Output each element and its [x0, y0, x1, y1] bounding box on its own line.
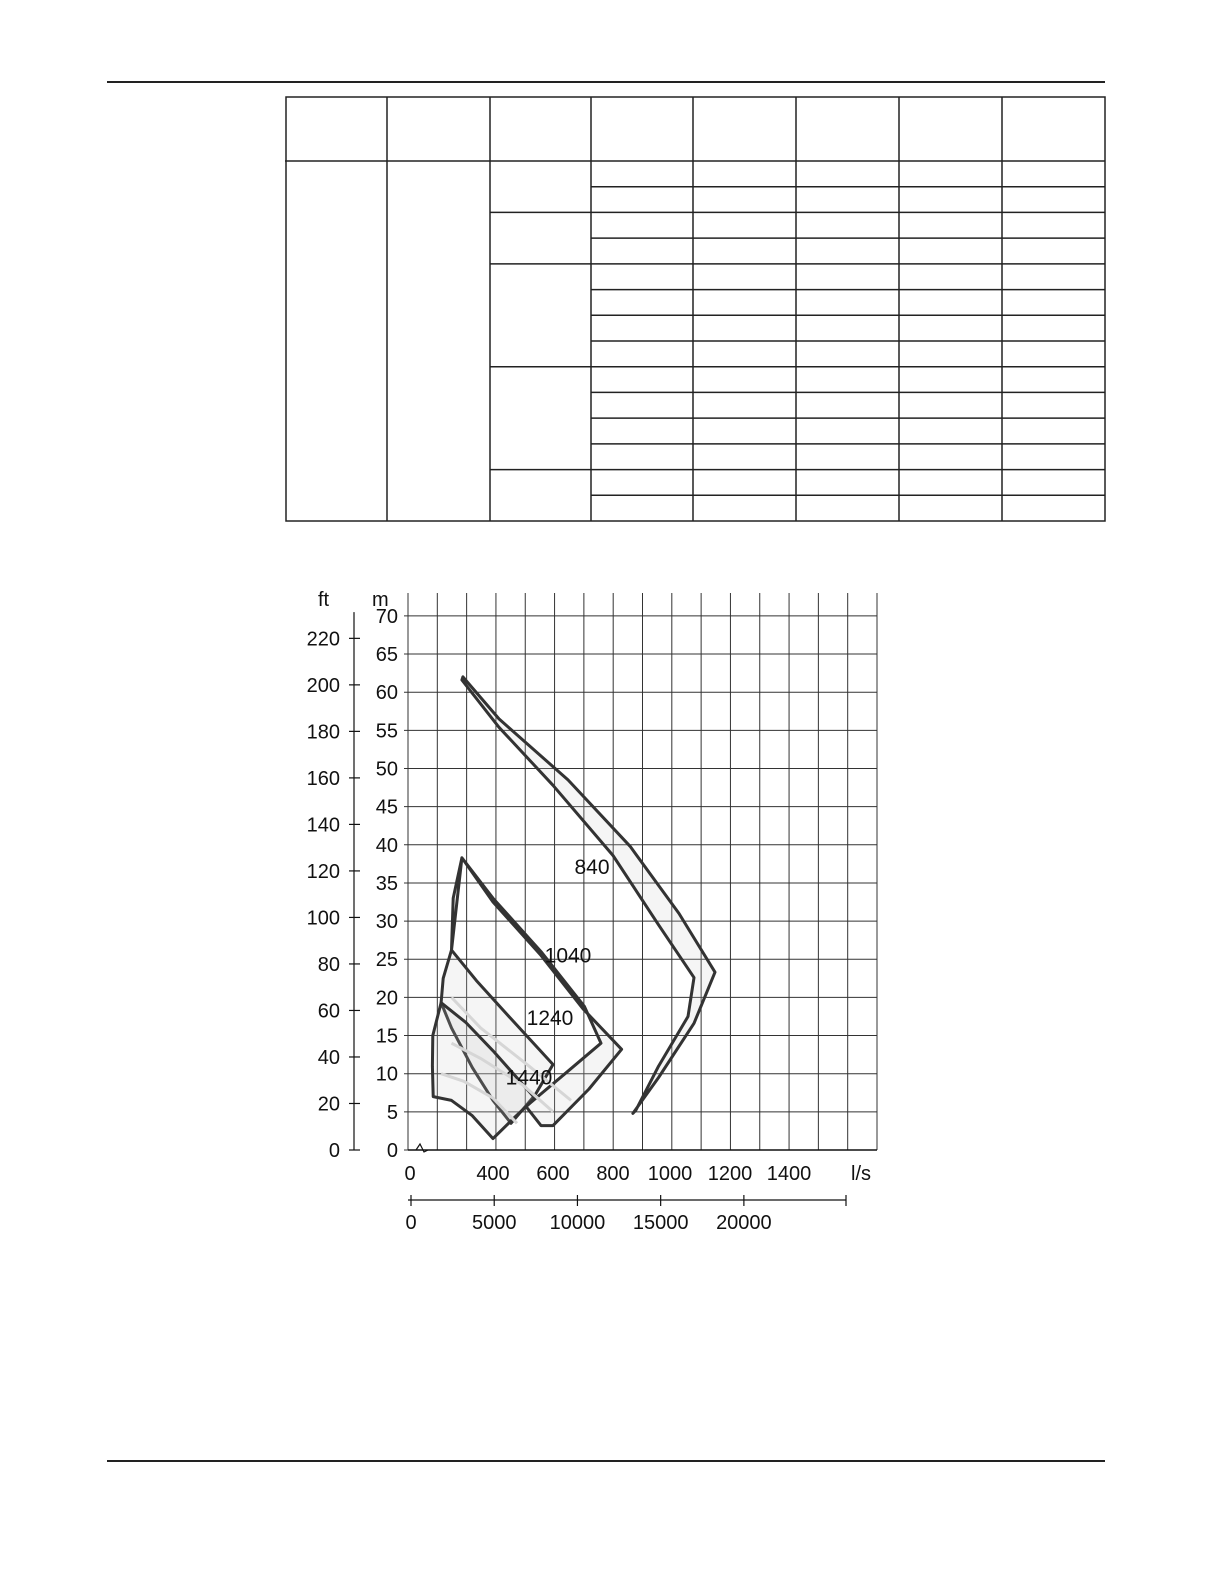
ft-tick-label: 140	[306, 814, 340, 837]
x2-tick-label: 20000	[716, 1212, 772, 1234]
y-tick-label-m: 5	[386, 1101, 398, 1124]
ft-tick-label: 160	[306, 767, 340, 790]
ft-tick-label: 80	[317, 953, 340, 976]
x-tick-label: 400	[476, 1163, 510, 1185]
ft-tick-label: 0	[328, 1140, 340, 1162]
x2-tick-label: 15000	[632, 1212, 689, 1234]
y-tick-label-m: 70	[375, 605, 398, 628]
ft-tick-label: 180	[306, 721, 340, 744]
x2-tick-label: 0	[405, 1212, 417, 1234]
y-tick-label-m: 50	[375, 758, 398, 781]
series-label-1040: 1040	[544, 944, 592, 968]
performance-chart	[280, 580, 890, 1240]
y-tick-label-m: 15	[375, 1025, 398, 1048]
spec-table	[285, 96, 1106, 522]
footer-rule	[107, 1460, 1105, 1462]
x2-tick-label: 10000	[549, 1212, 606, 1234]
header-rule	[107, 81, 1105, 83]
ft-tick-label: 200	[306, 674, 340, 697]
axis-break-mark	[416, 1144, 428, 1152]
x2-tick-label: 5000	[471, 1212, 517, 1234]
x-tick-label: 0	[404, 1163, 416, 1185]
y-tick-label-m: 60	[375, 682, 398, 705]
y-axis-label-m: m	[372, 589, 389, 611]
x-tick-label: 1000	[647, 1163, 693, 1185]
x-tick-label: 1200	[707, 1163, 753, 1185]
x-tick-label: 1400	[766, 1163, 812, 1185]
ft-tick-label: 20	[317, 1093, 340, 1116]
x-tick-label: 600	[536, 1163, 570, 1185]
series-label-1440: 1440	[505, 1066, 553, 1090]
y-tick-label-m: 45	[375, 796, 398, 819]
y-tick-label-m: 55	[375, 720, 398, 743]
ft-tick-label: 60	[317, 1000, 340, 1023]
y-tick-label-m: 25	[375, 949, 398, 972]
y-tick-label-m: 0	[386, 1140, 398, 1162]
x-tick-label: 800	[596, 1163, 630, 1185]
x-axis-label: l/s	[851, 1163, 871, 1185]
y-tick-label-m: 30	[375, 911, 398, 934]
series-label-1240: 1240	[526, 1006, 574, 1030]
ft-tick-label: 40	[317, 1046, 340, 1069]
y-tick-label-m: 10	[375, 1063, 398, 1086]
y-tick-label-m: 65	[375, 644, 398, 667]
ft-tick-label: 100	[306, 907, 340, 930]
y-tick-label-m: 20	[375, 987, 398, 1010]
series-label-840: 840	[574, 855, 610, 879]
ft-tick-label: 120	[306, 860, 340, 883]
ft-tick-label: 220	[306, 628, 340, 651]
y-axis-label-ft: ft	[318, 589, 330, 611]
y-tick-label-m: 35	[375, 872, 398, 895]
y-tick-label-m: 40	[375, 834, 398, 857]
